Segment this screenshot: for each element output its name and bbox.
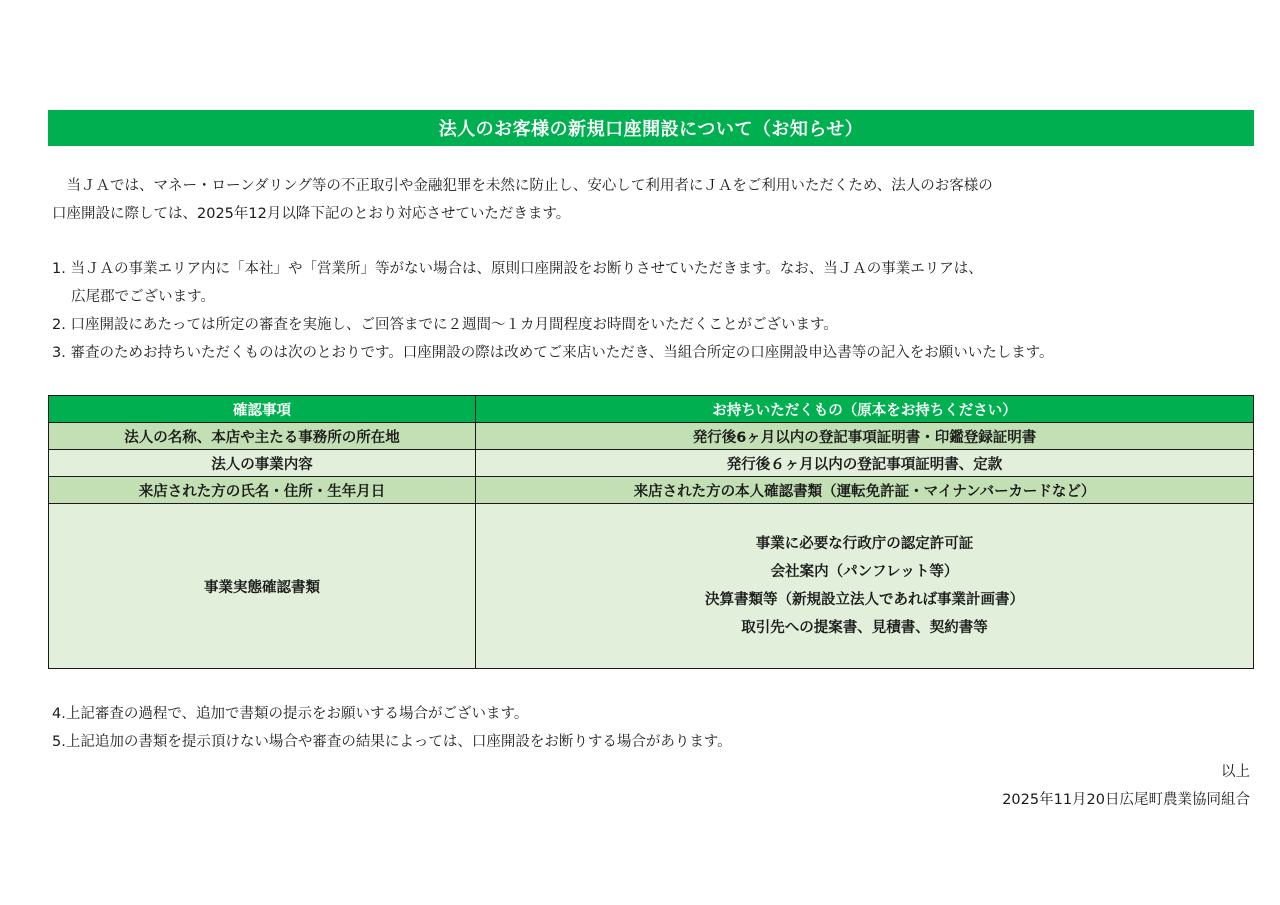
- documents-cell: [476, 504, 1254, 669]
- check-item-cell: 来店された方の氏名・住所・生年月日: [49, 477, 476, 504]
- note-5: 5.上記追加の書類を提示頂けない場合や審査の結果によっては、口座開設をお断りする場合があります。: [52, 734, 732, 750]
- document-line: 会社案内（パンフレット等）: [770, 564, 959, 580]
- intro-line-1: 当ＪＡでは、マネー・ローンダリング等の不正取引や金融犯罪を未然に防止し、安心して利用者にＪＡをご利用いただくため、法人のお客様の: [52, 178, 993, 194]
- table-header-row: [49, 396, 1254, 423]
- check-item-cell: 法人の事業内容: [49, 450, 476, 477]
- list-item-2: 2. 口座開設にあたっては所定の審査を実施し、ご回答までに２週間〜１カ月間程度お時間をいただくことがございます。: [52, 317, 838, 333]
- list-item-1-cont: 広尾郡でございます。: [52, 289, 215, 305]
- note-4: 4.上記審査の過程で、追加で書類の提示をお願いする場合がございます。: [52, 706, 529, 722]
- page-title: 法人のお客様の新規口座開設について（お知らせ）: [48, 110, 1254, 146]
- documents-cell: 発行後6ヶ月以内の登記事項証明書・印鑑登録証明書: [476, 423, 1254, 450]
- signature-date-issuer: 2025年11月20日広尾町農業協同組合: [1002, 792, 1250, 808]
- intro-line-2: 口座開設に際しては、2025年12月以降下記のとおり対応させていただきます。: [52, 206, 571, 222]
- documents-cell: 来店された方の本人確認書類（運転免許証・マイナンバーカードなど）: [476, 477, 1254, 504]
- document-line: 取引先への提案書、見積書、契約書等: [741, 620, 988, 636]
- closing-text: 以上: [1221, 764, 1250, 780]
- check-item-cell: 事業実態確認書類: [49, 504, 476, 669]
- check-item-cell: 法人の名称、本店や主たる事務所の所在地: [49, 423, 476, 450]
- list-item-3: 3. 審査のためお持ちいただくものは次のとおりです。口座開設の際は改めてご来店いただき、当組合所定の口座開設申込書等の記入をお願いいたします。: [52, 345, 1054, 361]
- table-row: [49, 423, 1254, 450]
- documents-cell: 発行後６ヶ月以内の登記事項証明書、定款: [476, 450, 1254, 477]
- header-check-item: 確認事項: [49, 396, 476, 423]
- header-documents: お持ちいただくもの（原本をお持ちください）: [476, 396, 1254, 423]
- table-row: [49, 477, 1254, 504]
- table-row: [49, 450, 1254, 477]
- document-line: 決算書類等（新規設立法人であれば事業計画書）: [705, 592, 1024, 608]
- requirements-table: [48, 395, 1254, 669]
- list-item-1: 1. 当ＪＡの事業エリア内に「本社」や「営業所」等がない場合は、原則口座開設をお断りさせていただきます。なお、当ＪＡの事業エリアは、: [52, 261, 983, 277]
- table-row: [49, 504, 1254, 669]
- document-line: 事業に必要な行政庁の認定許可証: [755, 536, 974, 552]
